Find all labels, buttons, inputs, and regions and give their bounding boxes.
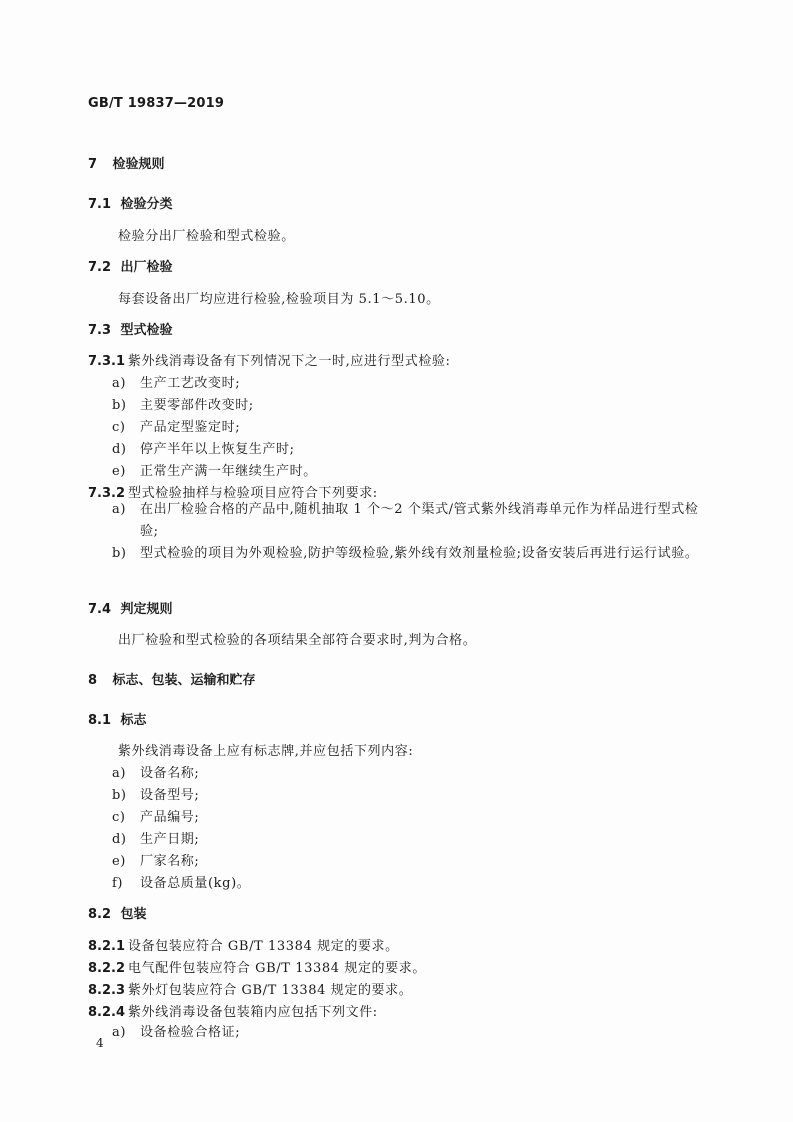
list-item bbox=[112, 828, 199, 847]
section-7-heading bbox=[88, 153, 165, 172]
section-number: 7 bbox=[88, 157, 98, 172]
list-text: 设备型号; bbox=[140, 788, 200, 803]
list-text: 产品编号; bbox=[140, 810, 200, 825]
list-marker: a) bbox=[112, 766, 127, 781]
list-text: 厂家名称; bbox=[140, 854, 200, 869]
clause-text: 紫外线消毒设备包装箱内应包括下列文件: bbox=[128, 1005, 378, 1020]
list-item bbox=[112, 1021, 240, 1040]
list-text: 生产工艺改变时; bbox=[140, 376, 241, 391]
clause-number: 8.2.2 bbox=[88, 961, 126, 976]
section-number: 7.4 bbox=[88, 602, 112, 617]
section-title: 标志 bbox=[120, 713, 147, 728]
list-text: 设备检验合格证; bbox=[140, 1025, 241, 1040]
list-item bbox=[112, 543, 702, 565]
page-number: 4 bbox=[96, 1036, 104, 1050]
list-item bbox=[112, 372, 240, 391]
clause-number: 7.3.1 bbox=[88, 354, 126, 369]
section-title: 判定规则 bbox=[120, 602, 173, 617]
paragraph: 紫外线消毒设备上应有标志牌,并应包括下列内容: bbox=[118, 744, 414, 759]
section-number: 8.2 bbox=[88, 907, 112, 922]
section-8-2-heading bbox=[88, 903, 147, 922]
list-marker: d) bbox=[112, 832, 127, 847]
list-item bbox=[112, 762, 199, 781]
list-marker: f) bbox=[112, 876, 124, 891]
list-item bbox=[112, 499, 702, 543]
list-marker: c) bbox=[112, 810, 126, 825]
section-8-heading bbox=[88, 669, 256, 688]
section-title: 检验分类 bbox=[120, 197, 173, 212]
list-marker: a) bbox=[112, 376, 127, 391]
list-text: 主要零部件改变时; bbox=[140, 398, 254, 413]
clause-8-2-3 bbox=[88, 979, 412, 998]
clause-number: 8.2.1 bbox=[88, 939, 126, 954]
clause-7-3-1 bbox=[88, 350, 451, 369]
list-marker: d) bbox=[112, 442, 127, 457]
list-text: 产品定型鉴定时; bbox=[140, 420, 241, 435]
clause-8-2-2 bbox=[88, 957, 426, 976]
list-item bbox=[112, 784, 199, 803]
section-title: 型式检验 bbox=[120, 323, 173, 338]
standard-code: GB/T 19837—2019 bbox=[88, 96, 225, 111]
list-marker: e) bbox=[112, 464, 126, 479]
section-number: 8 bbox=[88, 673, 98, 688]
clause-text: 设备包装应符合 GB/T 13384 规定的要求。 bbox=[128, 939, 399, 954]
clause-8-2-4 bbox=[88, 1001, 378, 1020]
list-item bbox=[112, 872, 250, 891]
list-marker: b) bbox=[112, 788, 127, 803]
section-title: 出厂检验 bbox=[120, 260, 173, 275]
list-text: 停产半年以上恢复生产时; bbox=[140, 442, 295, 457]
list-marker: e) bbox=[112, 854, 126, 869]
list-item bbox=[112, 850, 199, 869]
section-title: 标志、包装、运输和贮存 bbox=[112, 673, 256, 688]
list-text: 在出厂检验合格的产品中,随机抽取 1 个～2 个渠式/管式紫外线消毒单元作为样品进行型式检验; bbox=[140, 502, 699, 539]
section-title: 检验规则 bbox=[112, 157, 165, 172]
section-number: 7.2 bbox=[88, 260, 112, 275]
list-marker: a) bbox=[112, 502, 127, 517]
list-item bbox=[112, 416, 240, 435]
section-7-4-heading bbox=[88, 598, 173, 617]
list-item bbox=[112, 460, 317, 479]
list-item bbox=[112, 806, 199, 825]
section-number: 8.1 bbox=[88, 713, 112, 728]
list-text: 正常生产满一年继续生产时。 bbox=[140, 464, 317, 479]
list-marker: b) bbox=[112, 546, 127, 561]
list-text: 生产日期; bbox=[140, 832, 200, 847]
clause-text: 电气配件包装应符合 GB/T 13384 规定的要求。 bbox=[128, 961, 426, 976]
list-text: 型式检验的项目为外观检验,防护等级检验,紫外线有效剂量检验;设备安装后再进行运行试验。 bbox=[140, 546, 699, 561]
section-7-2-heading bbox=[88, 256, 173, 275]
section-number: 7.1 bbox=[88, 197, 112, 212]
list-marker: c) bbox=[112, 420, 126, 435]
list-marker: b) bbox=[112, 398, 127, 413]
list-marker: a) bbox=[112, 1025, 127, 1040]
paragraph: 出厂检验和型式检验的各项结果全部符合要求时,判为合格。 bbox=[118, 633, 477, 648]
section-7-3-heading bbox=[88, 319, 173, 338]
section-8-1-heading bbox=[88, 709, 147, 728]
clause-text: 紫外灯包装应符合 GB/T 13384 规定的要求。 bbox=[128, 983, 413, 998]
paragraph: 每套设备出厂均应进行检验,检验项目为 5.1～5.10。 bbox=[118, 292, 440, 307]
list-text: 设备名称; bbox=[140, 766, 200, 781]
section-number: 7.3 bbox=[88, 323, 112, 338]
list-item bbox=[112, 394, 254, 413]
paragraph: 检验分出厂检验和型式检验。 bbox=[118, 229, 295, 244]
clause-number: 8.2.4 bbox=[88, 1005, 126, 1020]
clause-number: 8.2.3 bbox=[88, 983, 126, 998]
clause-number: 7.3.2 bbox=[88, 486, 126, 501]
section-7-1-heading bbox=[88, 193, 173, 212]
section-title: 包装 bbox=[120, 907, 147, 922]
clause-8-2-1 bbox=[88, 935, 399, 954]
list-item bbox=[112, 438, 295, 457]
clause-text: 紫外线消毒设备有下列情况下之一时,应进行型式检验: bbox=[128, 354, 451, 369]
clause-text: 型式检验抽样与检验项目应符合下列要求: bbox=[128, 486, 378, 501]
list-text: 设备总质量(kg)。 bbox=[140, 876, 251, 891]
